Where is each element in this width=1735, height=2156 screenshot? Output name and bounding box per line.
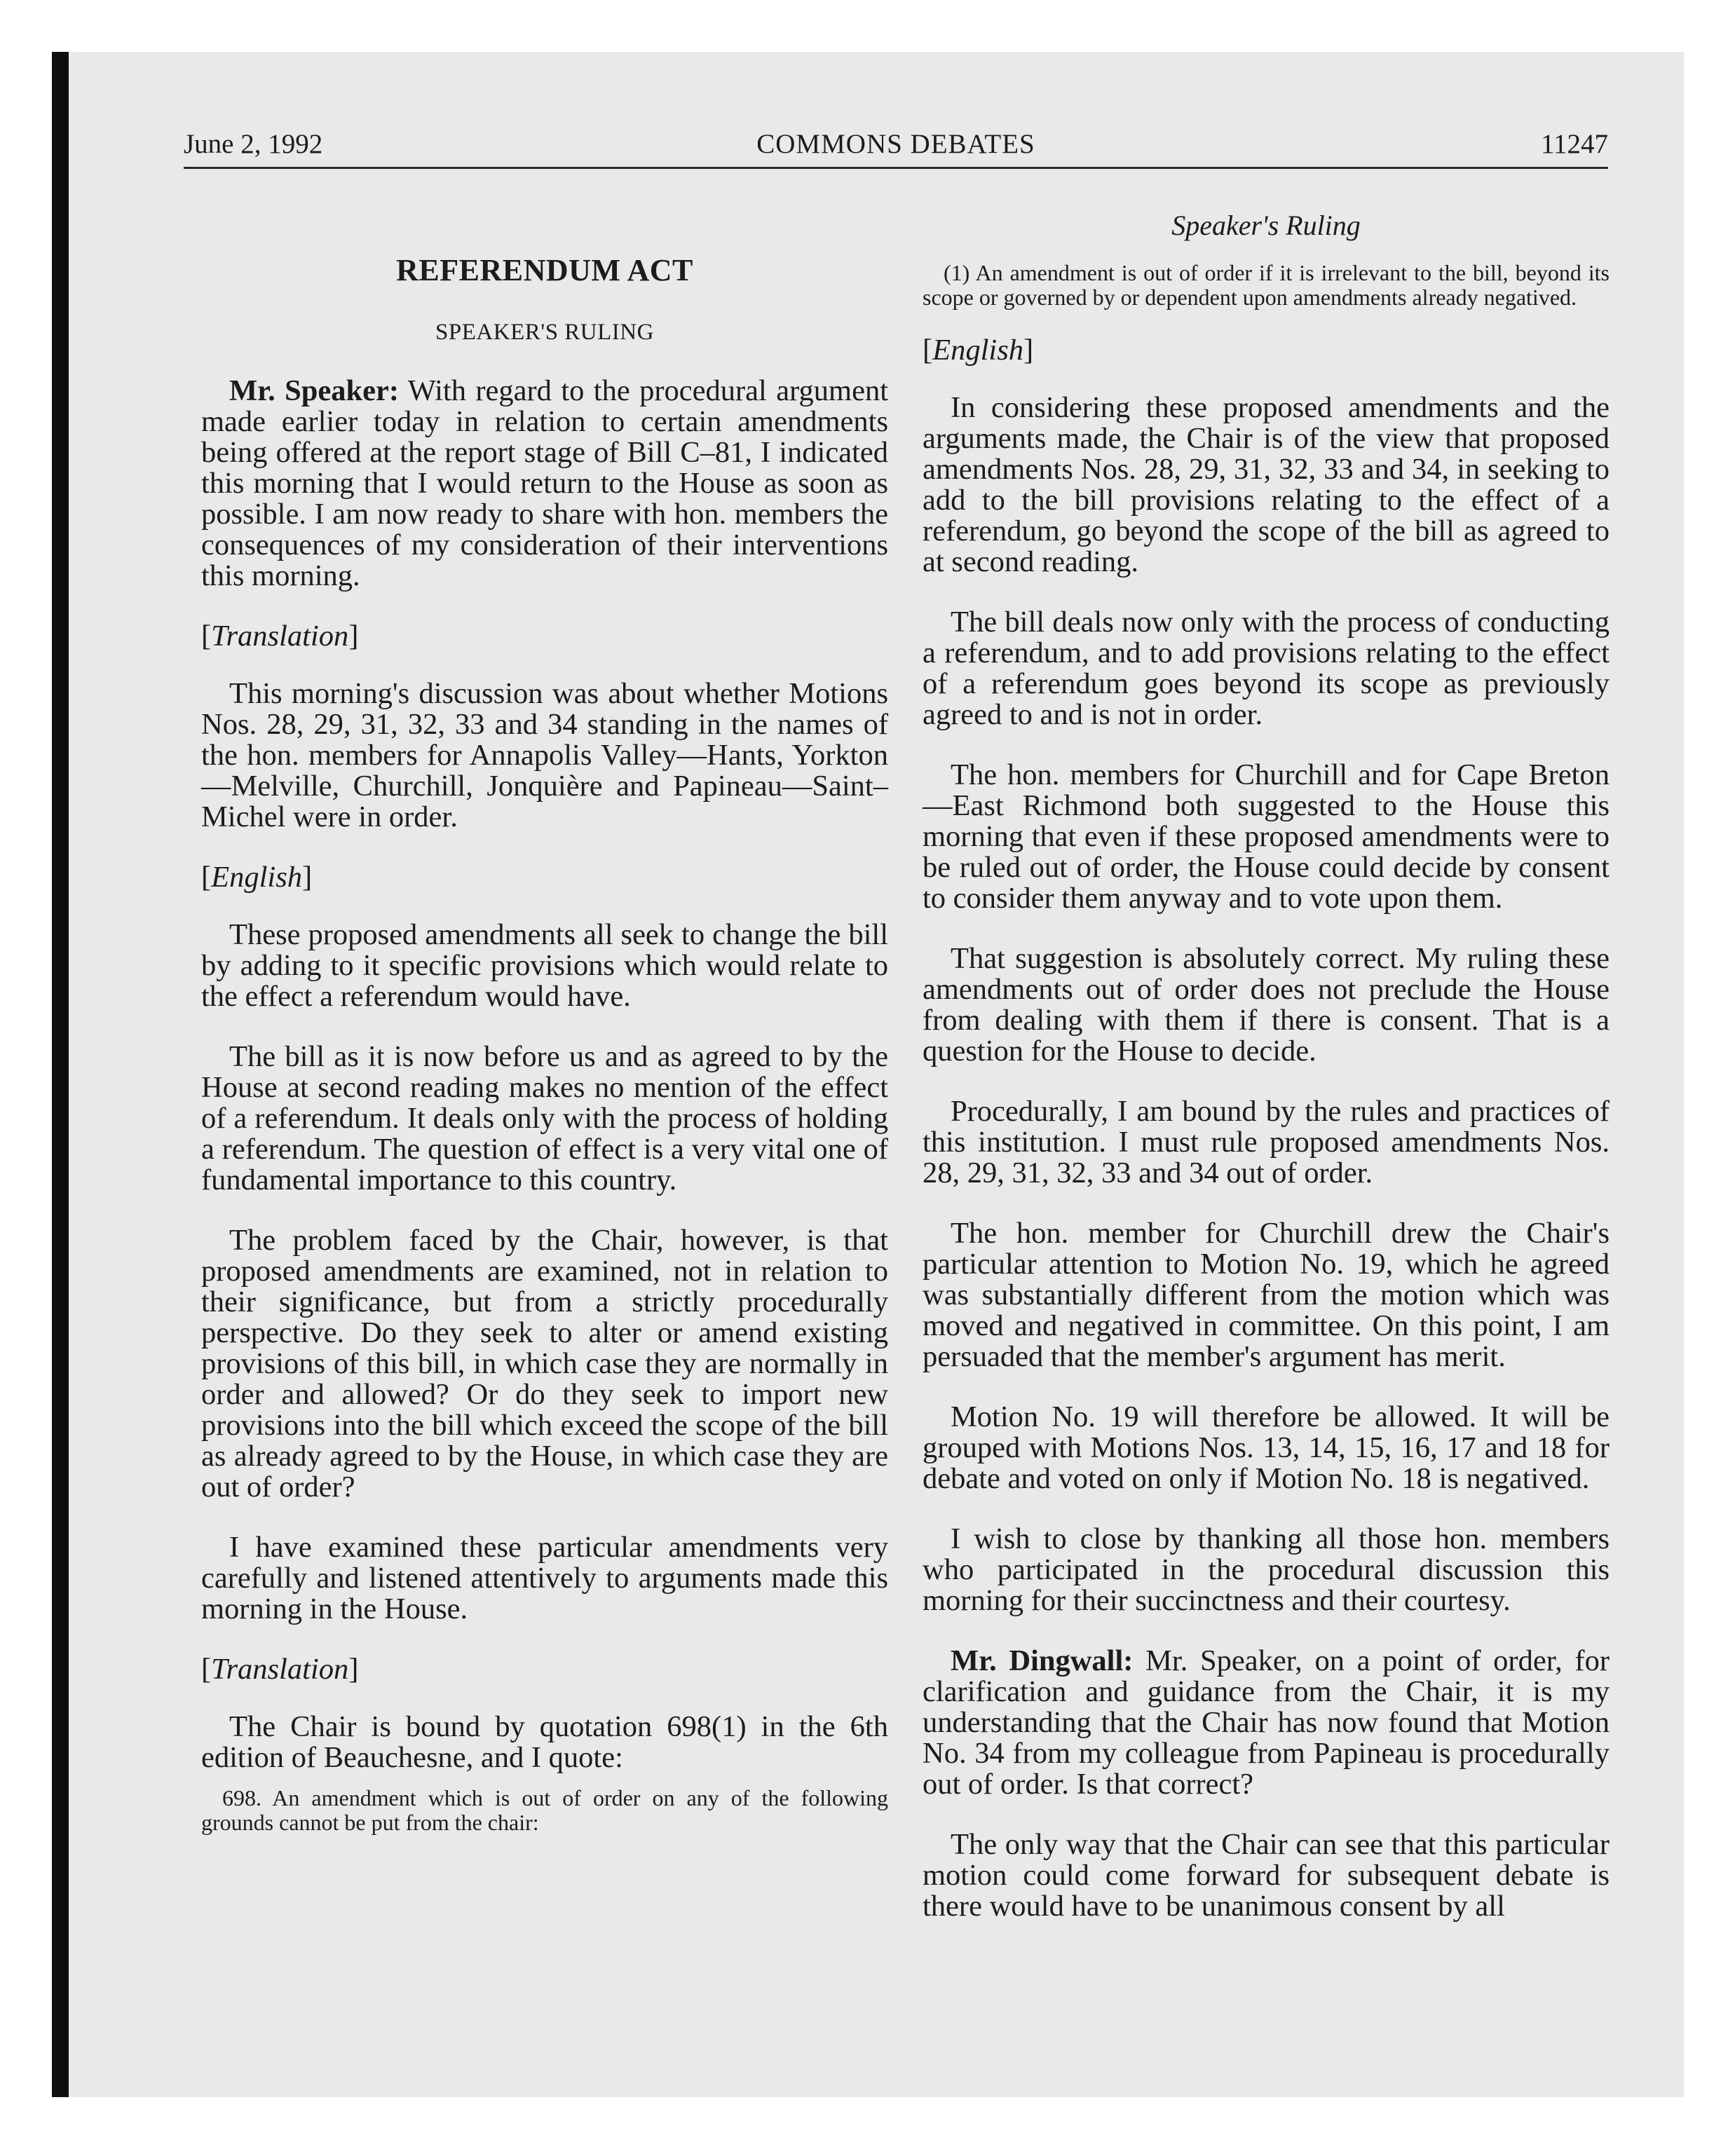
paragraph: I wish to close by thanking all those hon. members who participated in the procedural discussion this morning for their succinctness and their courtesy.: [923, 1522, 1610, 1617]
paragraph: In considering these proposed amendments and the arguments made, the Chair is of the view that proposed amendments Nos. 28, 29, 31, 32, 33 and 34, in seeking to add to the bill provisions relating to the effect of a referendum, go beyond the scope of the bill as agreed to at second reading.: [923, 391, 1610, 578]
paragraph: The bill as it is now before us and as agreed to by the House at second reading makes no mention of the effect of a referendum. It deals only with the process of holding a referendum. The question of effect is a very vital one of fundamental importance to this country.: [201, 1040, 888, 1196]
paragraph: I have examined these particular amendments very carefully and listened attentively to arguments made this morning in the House.: [201, 1531, 888, 1625]
scan-edge-shadow: [52, 52, 69, 2097]
section-subtitle: SPEAKER'S RULING: [435, 320, 654, 345]
block-quote: (1) An amendment is out of order if it is irrelevant to the bill, beyond its scope or governed by or dependent upon amendments already negatived.: [923, 260, 1610, 310]
marker-text: English: [932, 334, 1024, 367]
paragraph-text: Mr. Speaker, on a point of order, for clarification and guidance from the Chair, it is my understanding that the Chair has now found that Motion No. 34 from my colleague from Papineau is procedurally out of order. Is that correct?: [923, 1644, 1610, 1801]
section-title: REFERENDUM ACT: [396, 253, 693, 287]
paragraph: The hon. member for Churchill drew the Chair's particular attention to Motion No. 19, which he agreed was substantially different from the motion which was moved and negatived in committee. On this point, I am persuaded that the member's argument has merit.: [923, 1217, 1610, 1373]
block-quote: 698. An amendment which is out of order on any of the following grounds cannot be put from the chair:: [201, 1785, 888, 1835]
right-column: [923, 210, 1610, 1951]
paragraph: The only way that the Chair can see that this particular motion could come forward for subsequent debate is there would have to be unanimous consent by all: [923, 1828, 1610, 1923]
page-header: [184, 123, 1608, 165]
language-marker: [English]: [923, 334, 1034, 367]
language-marker: [Translation]: [201, 620, 359, 653]
marker-text: English: [211, 861, 303, 894]
paragraph: Procedurally, I am bound by the rules and practices of this institution. I must rule proposed amendments Nos. 28, 29, 31, 32, 33 and 34 out of order.: [923, 1095, 1610, 1189]
paragraph: [923, 1646, 1610, 1800]
paragraph: The problem faced by the Chair, however, is that proposed amendments are examined, not in relation to their significance, but from a strictly procedurally perspective. Do they seek to alter or amend existing provisions of this bill, in which case they are normally in order and allowed? Or do they seek to import new provisions into the bill which exceed the scope of the bill as already agreed to by the House, in which case they are out of order?: [201, 1224, 888, 1503]
left-column: [201, 210, 888, 1860]
language-marker: [Translation]: [201, 1653, 359, 1686]
section-heading: Speaker's Ruling: [1171, 210, 1361, 241]
paragraph: [201, 376, 888, 592]
header-publication: COMMONS DEBATES: [756, 129, 1035, 159]
language-marker: [English]: [201, 861, 313, 894]
paragraph: That suggestion is absolutely correct. My ruling these amendments out of order does not preclude the House from dealing with them if there is consent. That is a question for the House to decide.: [923, 942, 1610, 1067]
paragraph: This morning's discussion was about whether Motions Nos. 28, 29, 31, 32, 33 and 34 standing in the names of the hon. members for Annapolis Valley—Hants, Yorkton—Melville, Churchill, Jonquière and Papineau—Saint–Michel were in order.: [201, 677, 888, 833]
marker-text: Translation: [211, 1653, 349, 1686]
paragraph: The hon. members for Churchill and for Cape Breton—East Richmond both suggested to the House this morning that even if these proposed amendments were to be ruled out of order, the House could decide by consent to consider them anyway and to vote upon them.: [923, 758, 1610, 915]
speaker-name: Mr. Speaker:: [229, 374, 400, 407]
paragraph: Motion No. 19 will therefore be allowed. It will be grouped with Motions Nos. 13, 14, 15, 16, 17 and 18 for debate and voted on only if Motion No. 18 is negatived.: [923, 1400, 1610, 1495]
paragraph-text: With regard to the procedural argument made earlier today in relation to certain amendments being offered at the report stage of Bill C–81, I indicated this morning that I would return to the House as soon as possible. I am now ready to share with hon. members the consequences of my consideration of their interventions this morning.: [201, 374, 888, 592]
header-page-number: 11247: [1540, 129, 1608, 159]
header-rule: [184, 167, 1608, 169]
paragraph: The Chair is bound by quotation 698(1) in the 6th edition of Beauchesne, and I quote:: [201, 1710, 888, 1774]
speaker-name: Mr. Dingwall:: [951, 1644, 1134, 1677]
marker-text: Translation: [211, 620, 349, 653]
header-date: June 2, 1992: [184, 129, 323, 159]
paragraph: These proposed amendments all seek to change the bill by adding to it specific provisions which would relate to the effect a referendum would have.: [201, 918, 888, 1013]
paragraph: The bill deals now only with the process of conducting a referendum, and to add provisions relating to the effect of a referendum goes beyond its scope as previously agreed to and is not in order.: [923, 606, 1610, 731]
